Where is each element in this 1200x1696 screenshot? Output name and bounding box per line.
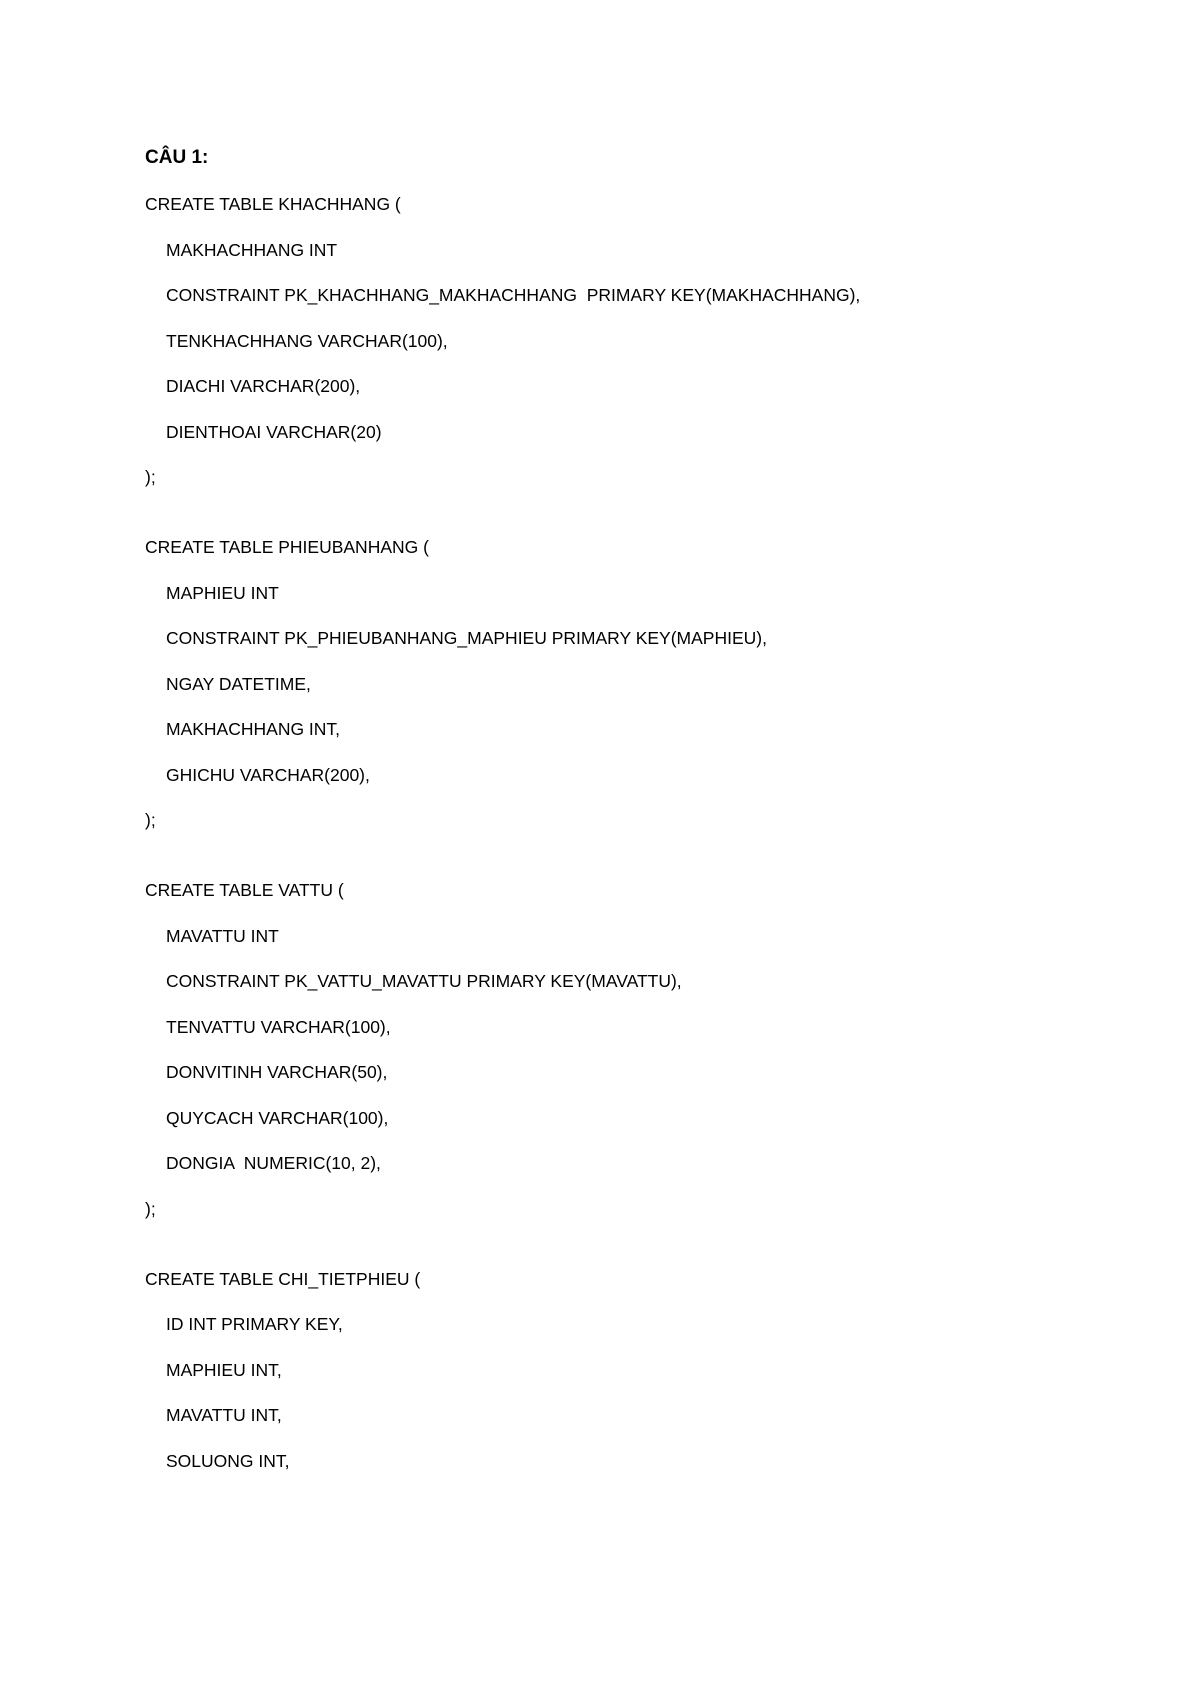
sql-line: TENKHACHHANG VARCHAR(100),: [166, 330, 448, 351]
sql-line: MAVATTU INT: [166, 925, 279, 946]
sql-line: QUYCACH VARCHAR(100),: [166, 1107, 389, 1128]
sql-line: DONVITINH VARCHAR(50),: [166, 1062, 388, 1082]
sql-line: CONSTRAINT PK_VATTU_MAVATTU PRIMARY KEY(MAVATTU),: [166, 971, 682, 991]
sql-line: SOLUONG INT,: [166, 1450, 290, 1471]
sql-line: );: [145, 810, 156, 830]
sql-block-vattu: [145, 877, 1105, 1222]
question-heading: CÂU 1:: [145, 147, 209, 168]
sql-line: CONSTRAINT PK_PHIEUBANHANG_MAPHIEU PRIMARY KEY(MAPHIEU),: [166, 628, 767, 648]
sql-line: MAPHIEU INT: [166, 582, 279, 603]
sql-line: DIENTHOAI VARCHAR(20): [166, 421, 382, 442]
sql-line: MAVATTU INT,: [166, 1405, 282, 1425]
sql-block-phieubanhang: [145, 534, 1105, 833]
sql-line: MAKHACHHANG INT,: [166, 719, 341, 739]
sql-line: MAPHIEU INT,: [166, 1359, 282, 1380]
sql-line: DIACHI VARCHAR(200),: [166, 376, 361, 396]
sql-line: TENVATTU VARCHAR(100),: [166, 1016, 391, 1037]
sql-block-chi-tietphieu: [145, 1266, 1105, 1474]
sql-line: CREATE TABLE VATTU (: [145, 880, 344, 900]
sql-line: CREATE TABLE PHIEUBANHANG (: [145, 537, 429, 557]
sql-line: NGAY DATETIME,: [166, 673, 311, 694]
sql-line: DONGIA NUMERIC(10, 2),: [166, 1153, 381, 1173]
sql-block-khachhang: [145, 191, 1105, 490]
sql-line: ID INT PRIMARY KEY,: [166, 1314, 343, 1334]
sql-line: );: [145, 467, 156, 487]
sql-line: CONSTRAINT PK_KHACHHANG_MAKHACHHANG PRIMARY KEY(MAKHACHHANG),: [166, 285, 861, 305]
sql-line: GHICHU VARCHAR(200),: [166, 764, 370, 785]
sql-line: MAKHACHHANG INT: [166, 239, 338, 260]
sql-line: );: [145, 1198, 156, 1219]
document-content: [145, 145, 1105, 1518]
sql-line: CREATE TABLE KHACHHANG (: [145, 194, 401, 214]
sql-line: CREATE TABLE CHI_TIETPHIEU (: [145, 1268, 421, 1289]
